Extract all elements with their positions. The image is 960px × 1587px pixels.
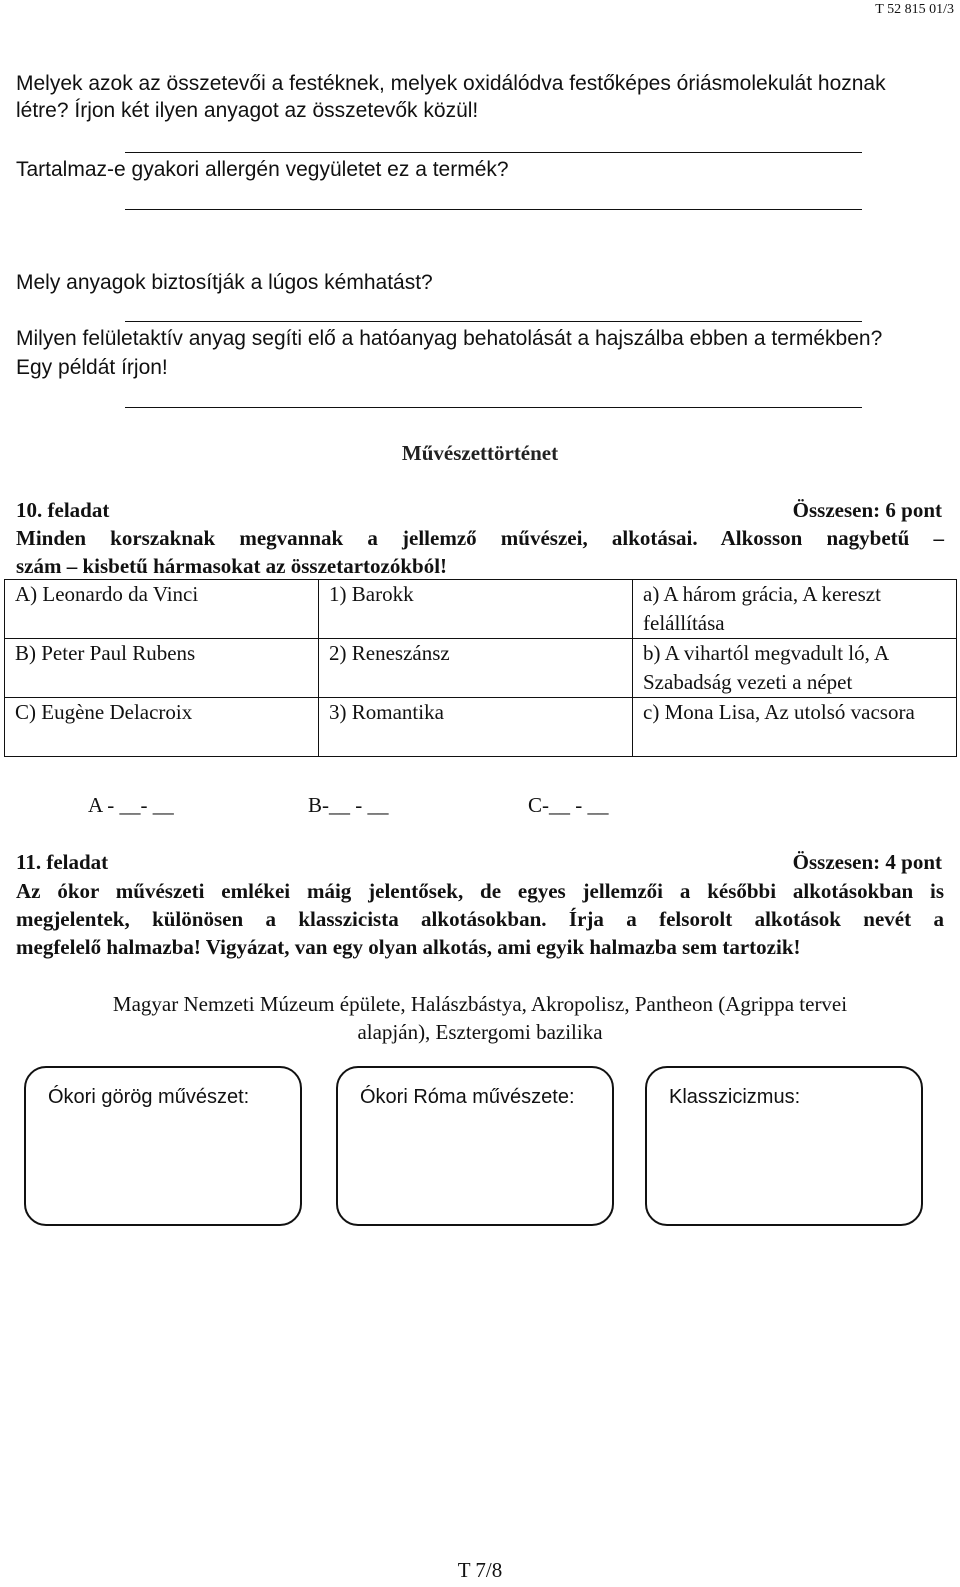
answer-line-1[interactable] — [125, 152, 862, 153]
task-10-points: Összesen: 6 pont — [792, 498, 942, 522]
answer-line-2[interactable] — [125, 209, 862, 210]
box-label: Klasszicizmus: — [669, 1086, 801, 1108]
period-cell: 2) Reneszánsz — [319, 639, 633, 698]
box-label: Ókori görög művészet: — [48, 1086, 250, 1108]
question-1-line-1: Melyek azok az összetevői a festéknek, melyek oxidálódva festőképes óriásmolekulát hoznak — [16, 72, 886, 95]
works-list-line-1: Magyar Nemzeti Múzeum épülete, Halászbástya, Akropolisz, Pantheon (Agrippa tervei — [112, 992, 848, 1016]
answer-line-3[interactable] — [125, 321, 862, 322]
box-label: Ókori Róma művészete: — [360, 1086, 575, 1108]
greek-art-box[interactable] — [24, 1066, 302, 1226]
period-cell: 1) Barokk — [319, 580, 633, 639]
question-3: Mely anyagok biztosítják a lúgos kémhatást? — [16, 271, 433, 294]
roman-art-box[interactable] — [336, 1066, 614, 1226]
document-code: T 52 815 01/3 — [875, 2, 954, 17]
task-11-points: Összesen: 4 pont — [792, 850, 942, 874]
page-number: T 7/8 — [457, 1558, 503, 1582]
period-cell: 3) Romantika — [319, 698, 633, 757]
question-1-line-2: létre? Írjon két ilyen anyagot az összetevők közül! — [16, 99, 479, 122]
works-cell: c) Mona Lisa, Az utolsó vacsora — [633, 698, 957, 757]
table-row — [5, 698, 957, 757]
classicism-box[interactable] — [645, 1066, 923, 1226]
artist-cell: C) Eugène Delacroix — [5, 698, 319, 757]
answer-line-4[interactable] — [125, 407, 862, 408]
works-cell: b) A vihartól megvadult ló, A Szabadság vezeti a népet — [633, 639, 957, 698]
table-row — [5, 580, 957, 639]
task-11-number: 11. feladat — [16, 850, 109, 874]
section-title: Művészettörténet — [401, 441, 559, 465]
matching-table — [4, 579, 957, 757]
task-11-instruction-line-3: megfelelő halmazba! Vigyázat, van egy olyan alkotás, ami egyik halmazba sem tartozik! — [16, 935, 801, 959]
table-row — [5, 639, 957, 698]
question-2: Tartalmaz-e gyakori allergén vegyületet ez a termék? — [16, 158, 509, 181]
answer-b[interactable]: B-__ - __ — [308, 793, 389, 817]
artist-cell: B) Peter Paul Rubens — [5, 639, 319, 698]
artist-cell: A) Leonardo da Vinci — [5, 580, 319, 639]
answer-a[interactable]: A - __- __ — [88, 793, 174, 817]
answer-c[interactable]: C-__ - __ — [528, 793, 609, 817]
task-10-instruction-line-2: szám – kisbetű hármasokat az összetartozókból! — [16, 554, 448, 578]
question-4-line-2: Egy példát írjon! — [16, 356, 168, 379]
task-10-number: 10. feladat — [16, 498, 110, 522]
task-11-instruction-line-1: Az ókor művészeti emlékei máig jelentősek, de egyes jellemzői a későbbi alkotásokban is — [16, 879, 944, 903]
works-list-line-2: alapján), Esztergomi bazilika — [357, 1020, 603, 1044]
task-11-instruction-line-2: megjelentek, különösen a klasszicista alkotásokban. Írja a felsorolt alkotások nevét a — [16, 907, 944, 931]
question-4-line-1: Milyen felületaktív anyag segíti elő a hatóanyag behatolását a hajszálba ebben a termékben? — [16, 327, 883, 350]
task-10-instruction-line-1: Minden korszaknak megvannak a jellemző művészei, alkotásai. Alkosson nagybetű – — [16, 526, 944, 550]
works-cell: a) A három grácia, A kereszt felállítása — [633, 580, 957, 639]
